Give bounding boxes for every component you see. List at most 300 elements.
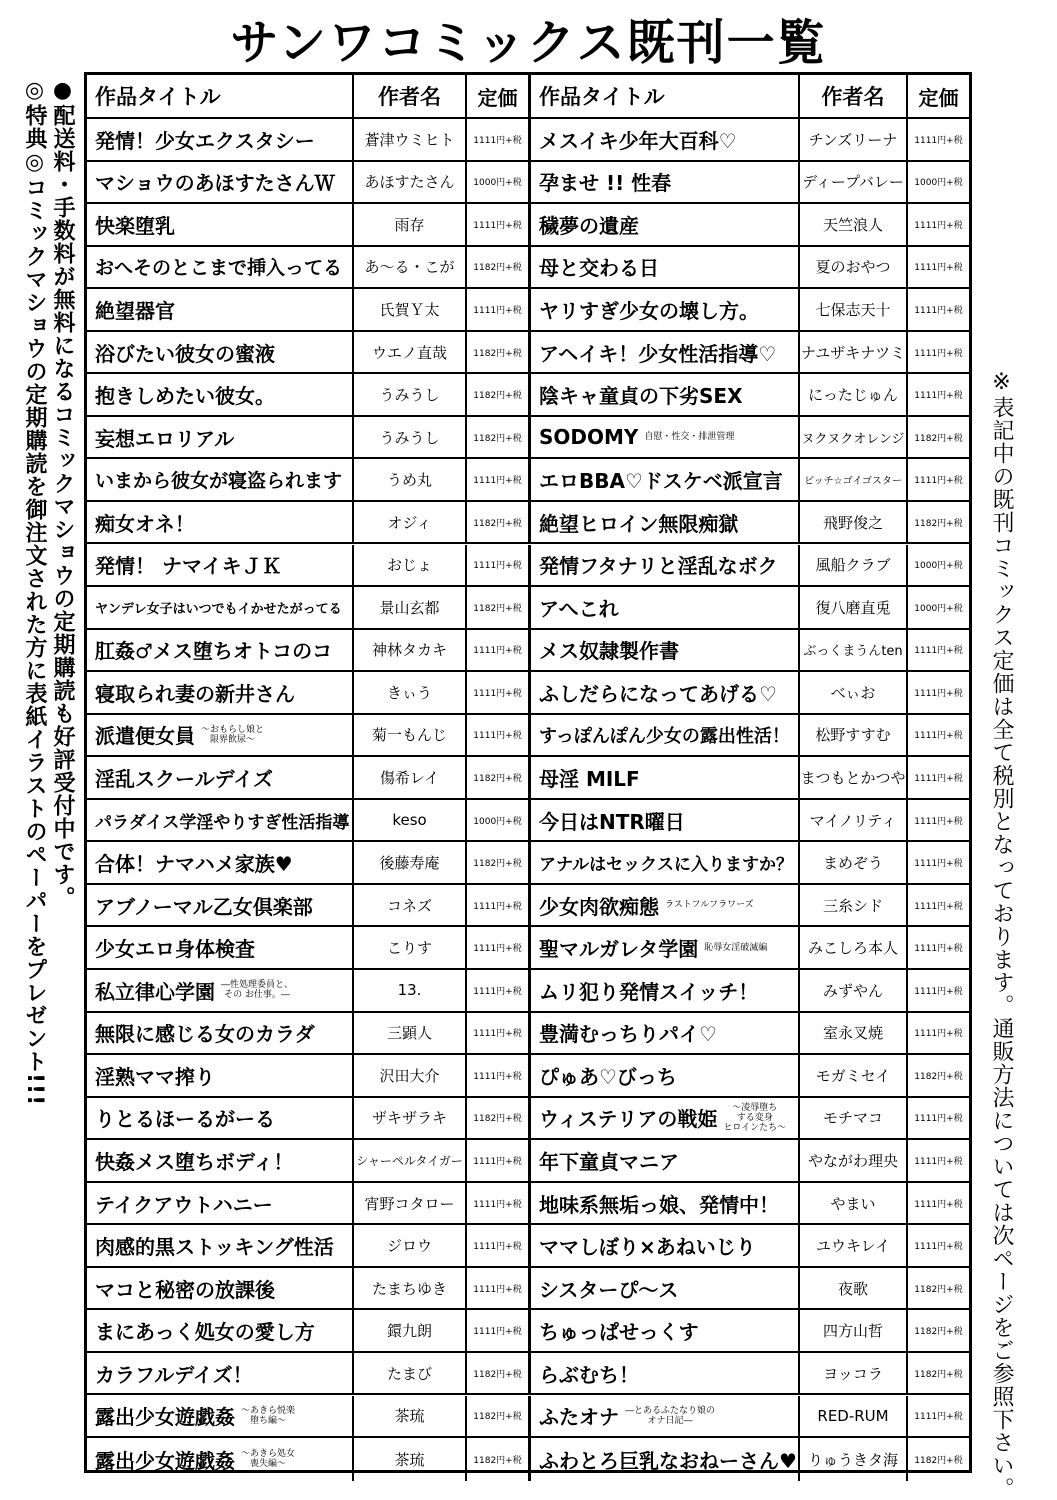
book-author: 後藤寿庵	[352, 842, 465, 883]
book-price: 1182円+税	[906, 1268, 969, 1309]
book-title-text: 無限に感じる女のカラダ	[95, 1022, 315, 1047]
book-title	[528, 672, 798, 713]
book-author: 三糸シド	[798, 885, 906, 926]
book-title	[87, 1396, 352, 1437]
book-price: 1111円+税	[465, 119, 528, 160]
book-title-text: 妄想エロリアル	[95, 426, 235, 451]
book-author: こりす	[352, 927, 465, 968]
book-title-text: 発情！ ナマイキＪＫ	[95, 554, 282, 579]
book-price: 1182円+税	[465, 1098, 528, 1139]
table-header	[87, 75, 969, 119]
book-title-text: アへこれ	[539, 596, 619, 621]
table-row	[87, 417, 969, 460]
book-title-text: カラフルデイズ！	[95, 1362, 253, 1387]
book-author: 氏賀Ｙ太	[352, 289, 465, 330]
book-price: 1182円+税	[906, 502, 969, 543]
book-price: 1111円+税	[465, 1013, 528, 1054]
table-row	[87, 1055, 969, 1098]
book-title-text: ちゅっぱせっくす	[539, 1320, 699, 1345]
book-price: 1182円+税	[465, 502, 528, 543]
table-row	[87, 1013, 969, 1056]
book-title-text: メス奴隷製作書	[539, 639, 679, 664]
book-title-text: エロBBA♡ドスケベ派宣言	[539, 469, 783, 494]
book-price: 1111円+税	[906, 1140, 969, 1181]
table-row	[87, 1225, 969, 1268]
book-author: モガミセイ	[798, 1055, 906, 1096]
book-title-text: ふわとろ巨乳なおねーさん♥	[539, 1448, 797, 1473]
book-price: 1111円+税	[906, 757, 969, 798]
book-title-text: 露出少女遊戯姦	[95, 1405, 235, 1430]
book-price: 1111円+税	[906, 630, 969, 671]
table-row	[87, 885, 969, 928]
book-title	[528, 800, 798, 841]
book-price: 1111円+税	[906, 204, 969, 245]
table-row	[87, 289, 969, 332]
book-price: 1111円+税	[906, 119, 969, 160]
book-title-text: 孕ませ !! 性春	[539, 171, 672, 196]
book-title-text: らぶむち！	[539, 1362, 639, 1387]
book-author: シャーペルタイガー	[352, 1140, 465, 1181]
book-title-text: 年下童貞マニア	[539, 1149, 679, 1174]
book-price: 1111円+税	[465, 715, 528, 756]
book-price: 1182円+税	[465, 1353, 528, 1394]
book-title-text: 穢夢の遺産	[539, 213, 639, 238]
book-title	[528, 970, 798, 1011]
table-row	[87, 1396, 969, 1439]
book-title	[528, 374, 798, 415]
book-author: にったじゅん	[798, 374, 906, 415]
book-title	[87, 1225, 352, 1266]
book-price: 1182円+税	[465, 374, 528, 415]
book-author: 夏のおやつ	[798, 247, 906, 288]
bonus-note: ◎特典◎コミックマショウの定期購読を御注文された方に表紙イラストのペーパーをプレゼント!!!	[22, 78, 47, 1107]
book-author: 天竺浪人	[798, 204, 906, 245]
book-author: 四方山哲	[798, 1310, 906, 1351]
table-row	[87, 162, 969, 205]
book-title	[528, 1055, 798, 1096]
book-title-text: 合体！ナマハメ家族♥	[95, 852, 293, 877]
table-row	[87, 119, 969, 162]
book-price: 1111円+税	[906, 800, 969, 841]
book-title-text: アナルはセックスに入りますか？	[539, 855, 793, 876]
book-author: あほすたさん	[352, 162, 465, 203]
book-price: 1111円+税	[906, 1013, 969, 1054]
book-price: 1111円+税	[465, 885, 528, 926]
book-author: 三顕人	[352, 1013, 465, 1054]
book-price: 1111円+税	[906, 247, 969, 288]
book-title	[87, 1140, 352, 1181]
book-title	[528, 1310, 798, 1351]
book-author: 松野すすむ	[798, 715, 906, 756]
book-title	[87, 1310, 352, 1351]
book-title-text: 少女エロ身体検査	[95, 937, 255, 962]
book-author: ユウキレイ	[798, 1225, 906, 1266]
book-price: 1182円+税	[465, 757, 528, 798]
book-title	[528, 630, 798, 671]
book-price: 1111円+税	[906, 715, 969, 756]
book-title	[87, 1098, 352, 1139]
book-title	[528, 545, 798, 586]
book-price: 1182円+税	[465, 247, 528, 288]
book-author: 飛野俊之	[798, 502, 906, 543]
book-title-text: 派遣便女員	[95, 724, 195, 749]
book-title	[528, 1183, 798, 1224]
book-title-text: ウィステリアの戦姫	[539, 1107, 718, 1132]
book-title-text: 絶望器官	[95, 298, 175, 323]
book-price: 1111円+税	[906, 1225, 969, 1266]
book-author: りゅうきタ海	[798, 1438, 906, 1481]
book-price: 1111円+税	[465, 630, 528, 671]
book-title-text: ふしだらになってあげる♡	[539, 681, 777, 706]
book-title-text: 今日はNTR曜日	[539, 809, 685, 834]
table-row	[87, 927, 969, 970]
catalog-table	[84, 72, 972, 1473]
book-subtitle: ～おもらし娘と 限界飲尿～	[201, 724, 265, 745]
table-row	[87, 587, 969, 630]
book-price: 1111円+税	[465, 1268, 528, 1309]
book-author: ナユザキナツミ	[798, 332, 906, 373]
book-price: 1111円+税	[465, 1140, 528, 1181]
table-row	[87, 247, 969, 290]
book-title	[87, 587, 352, 628]
book-price: 1111円+税	[465, 672, 528, 713]
book-title-text: 豊満むっちりパイ♡	[539, 1022, 717, 1047]
book-price: 1111円+税	[465, 204, 528, 245]
book-title	[528, 1140, 798, 1181]
book-subtitle: ―とあるふたなり娘の オナ日記―	[625, 1405, 716, 1426]
book-title-text: マショウのあほすたさんＷ	[95, 171, 335, 196]
book-price: 1111円+税	[906, 289, 969, 330]
book-title	[528, 885, 798, 926]
book-price: 1111円+税	[465, 459, 528, 500]
book-author: あ～る・こが	[352, 247, 465, 288]
book-price: 1111円+税	[465, 1310, 528, 1351]
book-subtitle: ～あきら悦楽 堕ち編～	[241, 1405, 296, 1426]
book-title-text: アブノーマル乙女倶楽部	[95, 894, 313, 919]
book-title	[87, 715, 352, 756]
book-author: 沢田大介	[352, 1055, 465, 1096]
book-price: 1111円+税	[465, 545, 528, 586]
book-author: 蒼津ウミヒト	[352, 119, 465, 160]
book-subtitle: ラストフルフラワーズ	[665, 900, 754, 911]
book-title-text: すっぽんぽん少女の露出性活！	[539, 725, 790, 747]
book-title	[87, 119, 352, 160]
book-price: 1111円+税	[465, 289, 528, 330]
book-author: ディープバレー	[798, 162, 906, 203]
book-title-text: ふたオナ	[539, 1405, 619, 1430]
book-title	[87, 162, 352, 203]
book-title	[528, 1225, 798, 1266]
book-price: 1000円+税	[465, 800, 528, 841]
book-author: 茶琉	[352, 1396, 465, 1437]
book-author: 景山玄都	[352, 587, 465, 628]
book-title	[528, 417, 798, 458]
book-author: やまい	[798, 1183, 906, 1224]
book-author: keso	[352, 800, 465, 841]
book-title	[87, 332, 352, 373]
book-title-text: 地味系無垢っ娘、発情中！	[539, 1192, 779, 1217]
book-author: うめ丸	[352, 459, 465, 500]
table-row	[87, 1268, 969, 1311]
book-title	[87, 885, 352, 926]
subscription-note: ●配送料・手数料が無料になるコミックマショウの定期購読も好評受付中です。	[50, 78, 75, 909]
book-price: 1111円+税	[906, 885, 969, 926]
book-title-text: 肉感的黒ストッキング性活	[95, 1235, 334, 1260]
book-title-text: 肛姦♂メス堕ちオトコのコ	[95, 639, 333, 664]
header-price: 定価	[906, 75, 969, 117]
book-title	[528, 1268, 798, 1309]
book-author: まつもとかつや	[798, 757, 906, 798]
book-author: 神林タカキ	[352, 630, 465, 671]
book-author: やながわ理央	[798, 1140, 906, 1181]
book-price: 1111円+税	[465, 1055, 528, 1096]
table-row	[87, 630, 969, 673]
book-title-text: アヘイキ！少女性活指導♡	[539, 341, 777, 366]
table-row	[87, 1310, 969, 1353]
table-row	[87, 672, 969, 715]
book-title	[87, 970, 352, 1011]
book-title-text: 少女肉欲痴態	[539, 894, 659, 919]
book-title	[528, 1353, 798, 1394]
book-title-text: ママしぼり×あねいじり	[539, 1235, 756, 1260]
book-title	[87, 672, 352, 713]
book-title	[528, 289, 798, 330]
book-price: 1111円+税	[906, 1396, 969, 1437]
book-title-text: 母淫 MILF	[539, 767, 640, 791]
book-title	[528, 204, 798, 245]
book-author: モチマコ	[798, 1098, 906, 1139]
header-author: 作者名	[352, 75, 465, 117]
book-price: 1111円+税	[465, 927, 528, 968]
book-title	[87, 1013, 352, 1054]
book-author: まめぞう	[798, 842, 906, 883]
book-subtitle: ～あきら処女 喪失編～	[241, 1449, 296, 1470]
book-title-text: 母と交わる日	[539, 256, 659, 281]
table-row	[87, 715, 969, 758]
book-price: 1111円+税	[906, 672, 969, 713]
book-author: 風船クラブ	[798, 545, 906, 586]
book-title-text: 寝取られ妻の新井さん	[95, 681, 295, 706]
book-title-text: 快姦メス堕ちボディ！	[95, 1149, 294, 1174]
table-row	[87, 1438, 969, 1481]
book-author: ジロウ	[352, 1225, 465, 1266]
book-subtitle: 自慰・性交・排泄管理	[644, 432, 735, 443]
book-title	[87, 927, 352, 968]
book-title	[528, 1396, 798, 1437]
book-author: うみうし	[352, 374, 465, 415]
table-row	[87, 800, 969, 843]
book-title-text: シスターぴ～ス	[539, 1277, 679, 1302]
book-author: たまちゆき	[352, 1268, 465, 1309]
table-row	[87, 332, 969, 375]
book-title	[87, 459, 352, 500]
book-author: うみうし	[352, 417, 465, 458]
book-author: 13.	[352, 970, 465, 1011]
book-title	[87, 204, 352, 245]
table-row	[87, 1140, 969, 1183]
book-author: チンズリーナ	[798, 119, 906, 160]
book-subtitle: ―性処理委員と、 その お仕事。―	[221, 980, 294, 1001]
book-title	[87, 289, 352, 330]
book-author: 室永叉焼	[798, 1013, 906, 1054]
book-author: 宵野コタロー	[352, 1183, 465, 1224]
book-author: ヌクヌクオレンジ	[798, 417, 906, 458]
book-title-text: いまから彼女が寝盗られます	[95, 470, 343, 493]
table-row	[87, 374, 969, 417]
table-row	[87, 545, 969, 588]
price-note: ※表記中の既刊コミックス定価は全て税別となっております。通販方法については次ページをご参照下さい。	[989, 370, 1014, 1500]
book-title	[87, 1268, 352, 1309]
book-price: 1000円+税	[906, 545, 969, 586]
book-title	[528, 119, 798, 160]
page-title: サンワコミックス既刊一覧	[230, 15, 827, 71]
book-title-text: ぴゅあ♡びっち	[539, 1064, 677, 1089]
book-price: 1182円+税	[906, 1310, 969, 1351]
book-title-text: 浴びたい彼女の蜜液	[95, 341, 275, 366]
header-title: 作品タイトル	[528, 75, 798, 117]
book-title	[87, 1438, 352, 1481]
book-title	[528, 247, 798, 288]
book-title-text: まにあっく処女の愛し方	[95, 1320, 315, 1345]
book-title	[87, 800, 352, 841]
book-title	[528, 757, 798, 798]
book-title	[87, 374, 352, 415]
book-price: 1000円+税	[906, 587, 969, 628]
table-row	[87, 502, 969, 545]
book-price: 1182円+税	[906, 1353, 969, 1394]
book-price: 1111円+税	[906, 970, 969, 1011]
book-title	[87, 247, 352, 288]
book-title-text: 発情！少女エクスタシー	[95, 128, 315, 153]
book-author: 菊一もんじ	[352, 715, 465, 756]
book-price: 1111円+税	[465, 1225, 528, 1266]
book-price: 1182円+税	[906, 1055, 969, 1096]
book-title-text: テイクアウトハニー	[95, 1192, 273, 1217]
book-title	[528, 842, 798, 883]
book-price: 1111円+税	[906, 459, 969, 500]
book-author: ウエノ直哉	[352, 332, 465, 373]
header-author: 作者名	[798, 75, 906, 117]
book-title-text: 露出少女遊戯姦	[95, 1448, 235, 1473]
book-author: 七保志天十	[798, 289, 906, 330]
book-author: 夜歌	[798, 1268, 906, 1309]
book-title	[87, 1353, 352, 1394]
book-title	[87, 1183, 352, 1224]
book-price: 1182円+税	[465, 417, 528, 458]
book-price: 1111円+税	[465, 1183, 528, 1224]
book-price: 1111円+税	[906, 374, 969, 415]
book-title-text: 快楽堕乳	[95, 213, 175, 238]
book-title	[87, 842, 352, 883]
table-row	[87, 204, 969, 247]
book-title-text: 絶望ヒロイン無限痴獄	[539, 511, 739, 536]
book-author: ぶっくまうんten	[798, 630, 906, 671]
table-row	[87, 1098, 969, 1141]
book-price: 1000円+税	[906, 162, 969, 203]
book-title	[528, 162, 798, 203]
table-row	[87, 757, 969, 800]
book-title	[528, 1013, 798, 1054]
book-author: RED-RUM	[798, 1396, 906, 1437]
table-row	[87, 842, 969, 885]
book-author: 雨存	[352, 204, 465, 245]
book-title-text: 聖マルガレタ学園	[539, 937, 699, 962]
book-price: 1111円+税	[906, 1183, 969, 1224]
book-price: 1182円+税	[465, 587, 528, 628]
header-price: 定価	[465, 75, 528, 117]
table-row	[87, 1183, 969, 1226]
book-title	[528, 1098, 798, 1139]
book-author: おじょ	[352, 545, 465, 586]
book-title-text: おへそのとこまで挿入ってる	[95, 257, 343, 280]
book-price: 1182円+税	[465, 1438, 528, 1481]
book-author: コネズ	[352, 885, 465, 926]
book-title	[528, 587, 798, 628]
book-title	[87, 502, 352, 543]
book-title-text: マコと秘密の放課後	[95, 1277, 275, 1302]
book-author: 茶琉	[352, 1438, 465, 1481]
book-author: 復八磨直兎	[798, 587, 906, 628]
book-price: 1111円+税	[906, 927, 969, 968]
book-title	[528, 502, 798, 543]
book-title-text: ヤリすぎ少女の壊し方。	[539, 298, 759, 323]
book-price: 1111円+税	[906, 332, 969, 373]
book-title	[528, 715, 798, 756]
book-price: 1111円+税	[465, 970, 528, 1011]
book-title-text: 淫熟ママ搾り	[95, 1064, 215, 1089]
book-title	[87, 545, 352, 586]
book-title-text: パラダイス学淫やりすぎ性活指導	[95, 812, 350, 833]
book-author: 鐶九朗	[352, 1310, 465, 1351]
book-author: みずやん	[798, 970, 906, 1011]
book-title	[87, 417, 352, 458]
book-author: ビッチ☆ゴイゴスター	[798, 459, 906, 500]
book-title-text: SODOMY	[539, 425, 639, 450]
book-price: 1182円+税	[465, 332, 528, 373]
book-title	[528, 459, 798, 500]
book-subtitle: 恥辱女淫破滅編	[704, 942, 768, 953]
book-title	[87, 630, 352, 671]
book-subtitle: ～凌辱堕ち する変身 ヒロインたち～	[723, 1102, 787, 1133]
book-title-text: 痴女オネ！	[95, 511, 195, 536]
header-title: 作品タイトル	[95, 85, 221, 109]
book-price: 1111円+税	[906, 1098, 969, 1139]
book-price: 1111円+税	[906, 842, 969, 883]
book-title-text: ムリ犯り発情スイッチ！	[539, 979, 759, 1004]
book-author: たまび	[352, 1353, 465, 1394]
book-author: ザキザラキ	[352, 1098, 465, 1139]
book-title-text: 抱きしめたい彼女。	[95, 384, 275, 409]
book-price: 1000円+税	[465, 162, 528, 203]
book-author: きぃう	[352, 672, 465, 713]
book-author: ヨッコラ	[798, 1353, 906, 1394]
book-author: みこしろ本人	[798, 927, 906, 968]
book-author: べぃお	[798, 672, 906, 713]
book-author: 傷希レイ	[352, 757, 465, 798]
book-title-text: メスイキ少年大百科♡	[539, 128, 737, 153]
book-author: オジィ	[352, 502, 465, 543]
book-price: 1182円+税	[906, 1438, 969, 1481]
book-title	[87, 757, 352, 798]
book-title	[87, 1055, 352, 1096]
book-title-text: 淫乱スクールデイズ	[95, 767, 273, 791]
book-title-text: ヤンデレ女子はいつでもイかせたがってる	[95, 601, 342, 617]
table-row	[87, 459, 969, 502]
book-price: 1182円+税	[465, 1396, 528, 1437]
book-title-text: 私立律心学園	[95, 979, 215, 1004]
book-title	[528, 927, 798, 968]
table-row	[87, 970, 969, 1013]
